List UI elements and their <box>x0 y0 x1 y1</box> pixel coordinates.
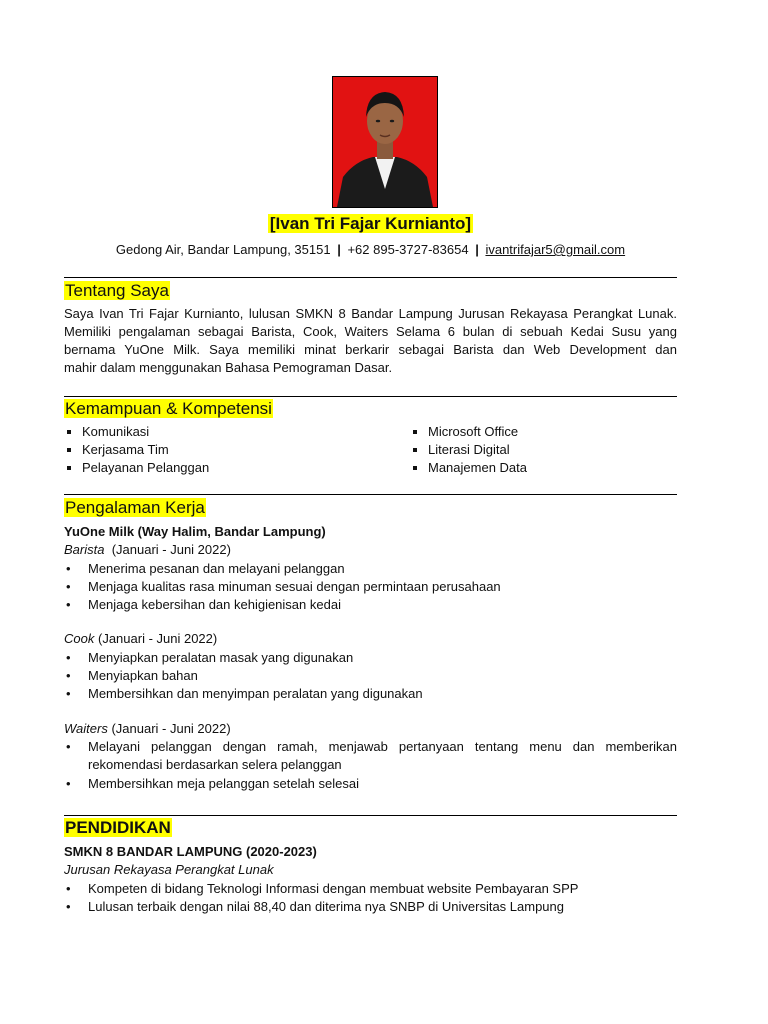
round-bullet-icon: • <box>66 775 71 791</box>
role-period: (Januari - Juni 2022) <box>111 720 231 736</box>
school-name: SMKN 8 BANDAR LAMPUNG (2020-2023) <box>64 844 317 859</box>
square-bullet-icon <box>67 466 71 470</box>
section-divider <box>64 815 677 816</box>
contact-separator: | <box>337 242 341 257</box>
role-line <box>64 720 677 738</box>
applicant-name-text: [Ivan Tri Fajar Kurnianto] <box>269 214 472 233</box>
role-line <box>64 541 677 559</box>
role-period: (Januari - Juni 2022) <box>111 542 231 558</box>
duty-item: • Menyiapkan peralatan masak yang digunakan <box>64 649 677 667</box>
section-heading-education: PENDIDIKAN <box>65 818 171 837</box>
section-heading-about: Tentang Saya <box>65 281 169 300</box>
square-bullet-icon <box>413 448 417 452</box>
round-bullet-icon: • <box>66 686 71 702</box>
section-divider <box>64 494 677 495</box>
education-point: • Kompeten di bidang Teknologi Informasi dengan membuat website Pembayaran SPP <box>64 880 677 898</box>
experience-block <box>64 523 677 793</box>
duty-item: • Menerima pesanan dan melayani pelanggan <box>64 560 677 578</box>
about-line: Memiliki pengalaman sebagai Barista, Cook, Waiters Selama 6 bulan di sebuah Kedai Susu yang <box>64 324 677 339</box>
round-bullet-icon: • <box>66 578 71 594</box>
duty-item: • Menjaga kualitas rasa minuman sesuai dengan permintaan perusahaan <box>64 578 677 596</box>
round-bullet-icon: • <box>66 560 71 576</box>
section-heading-experience: Pengalaman Kerja <box>65 498 205 517</box>
square-bullet-icon <box>413 466 417 470</box>
section-heading-skills: Kemampuan & Kompetensi <box>65 399 272 418</box>
duty-item: • Membersihkan meja pelanggan setelah selesai <box>64 775 677 793</box>
about-line: mahir dalam menggunakan Bahasa Pemograman Dasar. <box>64 360 393 375</box>
about-paragraph <box>64 305 677 377</box>
education-point: • Lulusan terbaik dengan nilai 88,40 dan diterima nya SNBP di Universitas Lampung <box>64 898 677 916</box>
round-bullet-icon: • <box>66 668 71 684</box>
round-bullet-icon: • <box>66 597 71 613</box>
applicant-name <box>64 213 677 235</box>
round-bullet-icon: • <box>66 649 71 665</box>
contact-separator: | <box>475 242 479 257</box>
role-line <box>64 630 677 648</box>
profile-photo <box>332 76 438 208</box>
phone-number: +62 895-3727-83654 <box>347 242 469 257</box>
duty-item: • Menyiapkan bahan <box>64 667 677 685</box>
round-bullet-icon: • <box>66 898 71 914</box>
role-title: Barista <box>64 542 105 558</box>
section-divider <box>64 277 677 278</box>
round-bullet-icon: • <box>66 738 71 754</box>
section-divider <box>64 396 677 397</box>
skill-item: Manajemen Data <box>410 459 527 477</box>
round-bullet-icon: • <box>66 880 71 896</box>
education-block <box>64 843 677 916</box>
email-link[interactable]: ivantrifajar5@gmail.com <box>485 242 626 257</box>
major-name: Jurusan Rekayasa Perangkat Lunak <box>64 862 274 878</box>
skills-column-left <box>64 423 209 477</box>
skill-item: Kerjasama Tim <box>64 441 209 459</box>
skill-item: Komunikasi <box>64 423 209 441</box>
about-line: bernama YuOne Milk. Saya memiliki minat berkarir sebagai Barista dan Web Development dan <box>64 342 677 357</box>
square-bullet-icon <box>67 430 71 434</box>
company-name: YuOne Milk (Way Halim, Bandar Lampung) <box>64 524 326 539</box>
square-bullet-icon <box>413 430 417 434</box>
duty-item: • Melayani pelanggan dengan ramah, menjawab pertanyaan tentang menu dan memberikan rekomendasi berdasarkan selera pelanggan <box>66 738 677 773</box>
role-period: (Januari - Juni 2022) <box>97 631 218 647</box>
skill-item: Literasi Digital <box>410 441 527 459</box>
about-line: Saya Ivan Tri Fajar Kurnianto, lulusan SMKN 8 Bandar Lampung Jurusan Rekayasa Perangkat Lunak. <box>64 306 677 321</box>
skill-item: Microsoft Office <box>410 423 527 441</box>
duty-item: • Membersihkan dan menyimpan peralatan yang digunakan <box>64 685 677 703</box>
duty-item: • Menjaga kebersihan dan kehigienisan kedai <box>64 596 677 614</box>
role-title: Waiters <box>64 720 108 736</box>
address: Gedong Air, Bandar Lampung, 35151 <box>115 242 331 257</box>
square-bullet-icon <box>67 448 71 452</box>
skills-column-right <box>410 423 527 477</box>
contact-line <box>64 241 677 259</box>
skill-item: Pelayanan Pelanggan <box>64 459 209 477</box>
role-title: Cook <box>64 631 95 647</box>
